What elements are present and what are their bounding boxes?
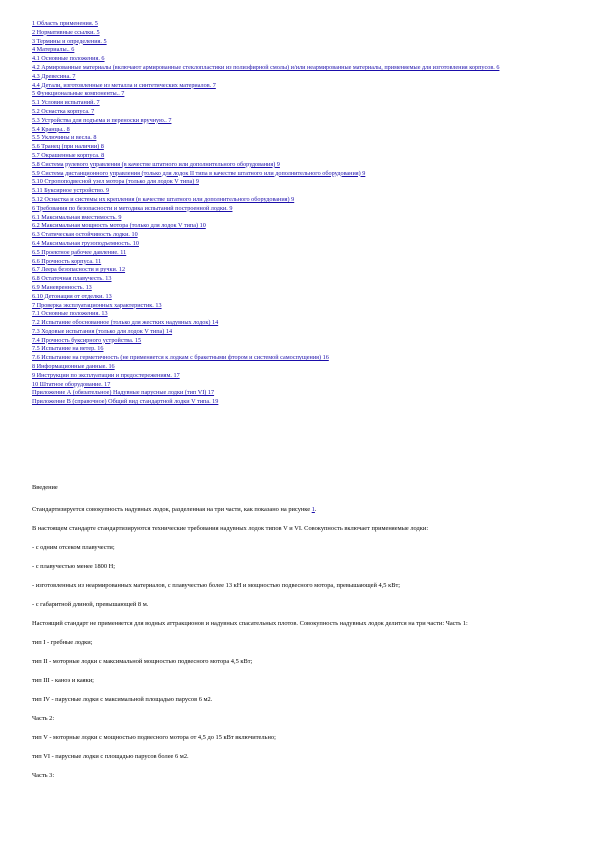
intro-paragraph: - с габаритной длиной, превышающей 8 м. [32, 601, 149, 608]
toc-item[interactable] [32, 258, 572, 267]
toc-item[interactable] [32, 46, 572, 55]
intro-paragraph: тип I - гребные лодки; [32, 639, 93, 646]
toc-item[interactable] [32, 328, 572, 337]
toc-item[interactable] [32, 170, 572, 179]
toc-link[interactable]: 4.4 Детали, изготовленные из металла и синтетических материалов. 7 [32, 81, 216, 89]
toc-link[interactable]: 1 Область применения. 5 [32, 20, 98, 27]
toc-item[interactable] [32, 205, 572, 214]
toc-item[interactable] [32, 266, 572, 275]
toc-link[interactable]: 7 Проверка эксплуатационных характеристик. 13 [32, 301, 162, 309]
toc-link[interactable]: 6.9 Маневренность. 13 [32, 283, 92, 291]
toc-link[interactable]: 4.1 Основные положения. 6 [32, 55, 105, 63]
intro-paragraph: тип V - моторные лодки с мощностью подвесного мотора от 4,5 до 15 кВт включительно; [32, 734, 276, 741]
toc-item[interactable] [32, 363, 572, 372]
toc-item[interactable] [32, 231, 572, 240]
intro-paragraph: тип IV - парусные лодки с максимальной площадью парусов 6 м2. [32, 696, 213, 703]
intro-paragraph: В настоящем стандарте стандартизируются технические требования надувных лодок типов V и VI. Совокупность включает применяемые лодки: [32, 525, 429, 532]
toc-link[interactable]: 6.1 Максимальная вместимость. 9 [32, 213, 122, 221]
toc-item[interactable] [32, 20, 572, 29]
toc-item[interactable] [32, 381, 572, 390]
toc-item[interactable] [32, 90, 572, 99]
toc-item[interactable] [32, 196, 572, 205]
toc-item[interactable] [32, 64, 552, 73]
toc-item[interactable] [32, 134, 572, 143]
toc-item[interactable] [32, 29, 572, 38]
toc-item[interactable] [32, 55, 572, 64]
figure-link[interactable]: 1 [311, 506, 315, 513]
toc-item[interactable] [32, 275, 572, 284]
toc-link[interactable]: 7.3 Ходовые испытания (только для лодок V типа) 14 [32, 327, 173, 335]
toc-item[interactable] [32, 152, 572, 161]
toc-link[interactable]: 5.6 Транец (при наличии) 8 [32, 143, 104, 151]
toc-link[interactable]: 6.6 Прочность корпуса. 11 [32, 257, 102, 265]
toc-item[interactable] [32, 214, 572, 223]
toc-link[interactable]: Приложение В (справочное) Общий вид стандартной лодки V типа. 19 [32, 398, 219, 406]
table-of-contents [32, 20, 572, 407]
toc-link[interactable]: 2 Нормативные ссылки. 5 [32, 28, 100, 36]
toc-item[interactable] [32, 284, 572, 293]
introduction-section [32, 484, 567, 790]
toc-link[interactable]: 7.5 Испытание на ветер. 16 [32, 345, 104, 353]
intro-paragraph: Настоящий стандарт не применяется для водных аттракционов и надувных спасательных плотов. Совокупность надувных лодок делится на три части: Часть 1: [32, 620, 468, 627]
toc-link[interactable]: 6.3 Статическая остойчивость лодки. 10 [32, 231, 138, 239]
toc-item[interactable] [32, 108, 572, 117]
toc-item[interactable] [32, 99, 572, 108]
toc-link[interactable]: 5.4 Кранцы.. 8 [32, 125, 70, 133]
toc-item[interactable] [32, 310, 572, 319]
toc-link[interactable]: 6.4 Максимальная грузоподъемность. 10 [32, 239, 139, 247]
intro-paragraph: тип VI - парусные лодки с площадью парусов более 6 м2. [32, 753, 189, 760]
toc-link[interactable]: 5.10 Стропоподвесной узел мотора (только для лодок V типа) 9 [32, 178, 199, 186]
intro-paragraph [32, 505, 567, 514]
intro-paragraph: Часть 3: [32, 772, 55, 779]
toc-link[interactable]: 5.3 Устройства для подъема и переноски вручную.. 7 [32, 116, 172, 124]
toc-link[interactable]: 5.9 Система дистанционного управления (только для лодок II типа в качестве штатного или дополнительного оборудования) 9 [32, 169, 366, 177]
toc-item[interactable] [32, 337, 572, 346]
toc-item[interactable] [32, 345, 572, 354]
toc-item[interactable] [32, 389, 572, 398]
toc-link[interactable]: 4 Материалы.. 6 [32, 46, 75, 54]
toc-item[interactable] [32, 240, 572, 249]
toc-item[interactable] [32, 398, 572, 407]
introduction-heading: Введение [32, 484, 58, 491]
toc-item[interactable] [32, 372, 572, 381]
toc-link[interactable]: 5.7 Окрашенные корпуса. 8 [32, 151, 105, 159]
toc-item[interactable] [32, 143, 572, 152]
toc-link[interactable]: 6.8 Остаточная плавучесть. 13 [32, 275, 112, 283]
toc-link[interactable]: 5.12 Оснастка и системы их крепления (в качестве штатного или дополнительного оборудования) 9 [32, 195, 295, 203]
toc-link[interactable]: 3 Термины и определения. 5 [32, 37, 107, 45]
toc-item[interactable] [32, 117, 572, 126]
toc-link[interactable]: 8 Информационные данные. 16 [32, 363, 115, 371]
toc-item[interactable] [32, 293, 572, 302]
toc-link[interactable]: 7.6 Испытание на герметичность (не применяется к лодкам с бракетными фтором и системой самоспущения) 16 [32, 354, 329, 362]
toc-link[interactable]: 5.2 Оснастка корпуса. 7 [32, 107, 95, 115]
toc-link[interactable]: 7.4 Прочность буксирного устройства. 15 [32, 336, 142, 344]
toc-link[interactable]: 9 Инструкции по эксплуатации и предостережениям. 17 [32, 371, 180, 379]
toc-link[interactable]: 6.10 Детонация от отделки. 13 [32, 292, 112, 300]
intro-paragraph: тип III - каноэ и каяки; [32, 677, 94, 684]
toc-item[interactable] [32, 187, 572, 196]
toc-link[interactable]: 6.2 Максимальная мощность мотора (только для лодок V типа) 10 [32, 222, 206, 230]
toc-link[interactable]: 5 Функциональные компоненты.. 7 [32, 90, 125, 98]
intro-paragraph: Часть 2: [32, 715, 55, 722]
toc-link[interactable]: 6.5 Проектное рабочее давление. 11 [32, 248, 127, 256]
toc-link[interactable]: 6 Требования по безопасности и методика испытаний построенной лодки. 9 [32, 204, 233, 212]
intro-text: Стандартизируется совокупность надувных лодок, разделенная на три части, как показано на рисунке [32, 506, 312, 513]
toc-link[interactable]: 7.1 Основные положения. 13 [32, 310, 108, 318]
toc-link[interactable]: 5.1 Условия испытаний. 7 [32, 99, 100, 107]
toc-link[interactable]: 6.7 Леера безопасности и ручки. 12 [32, 266, 126, 274]
toc-item[interactable] [32, 38, 572, 47]
toc-link[interactable]: 4.2 Армированные материалы (включают армированные стеклопластики из полиэфирной смолы) и/или неармированные материалы, применяемые для изготовления корпусов. 6 [32, 63, 500, 71]
toc-item[interactable] [32, 319, 572, 328]
intro-text: . [314, 506, 317, 513]
toc-link[interactable]: 5.11 Буксирное устройство. 9 [32, 187, 110, 195]
toc-link[interactable]: 5.8 Система рулевого управления (в качестве штатного или дополнительного оборудования) 9 [32, 160, 280, 168]
toc-item[interactable] [32, 73, 572, 82]
toc-link[interactable]: Приложение А (обязательное) Надувные парусные лодки (тип VI) 17 [32, 389, 215, 397]
intro-paragraph: - изготовленных из неармированных материалов, с плавучестью более 13 кН и мощностью подвесного мотора, превышающей 4,5 кВт; [32, 582, 401, 589]
intro-paragraph: - с плавучестью менее 1800 Н; [32, 563, 116, 570]
toc-link[interactable]: 5.5 Уключины и весла. 8 [32, 134, 97, 142]
toc-item[interactable] [32, 222, 572, 231]
toc-link[interactable]: 4.3 Древесина. 7 [32, 72, 76, 80]
toc-item[interactable] [32, 161, 572, 170]
toc-item[interactable] [32, 178, 572, 187]
toc-item[interactable] [32, 354, 572, 363]
toc-item[interactable] [32, 249, 572, 258]
toc-link[interactable]: 10 Штатное оборудование. 17 [32, 380, 111, 388]
toc-item[interactable] [32, 126, 572, 135]
intro-paragraph: тип II - моторные лодки с максимальной мощностью подвесного мотора 4,5 кВт; [32, 658, 253, 665]
toc-item[interactable] [32, 302, 572, 311]
toc-link[interactable]: 7.2 Испытание обоснованное (только для жестких надувных лодок) 14 [32, 319, 219, 327]
toc-item[interactable] [32, 82, 572, 91]
intro-paragraph: - с одним отсеком плавучести; [32, 544, 115, 551]
